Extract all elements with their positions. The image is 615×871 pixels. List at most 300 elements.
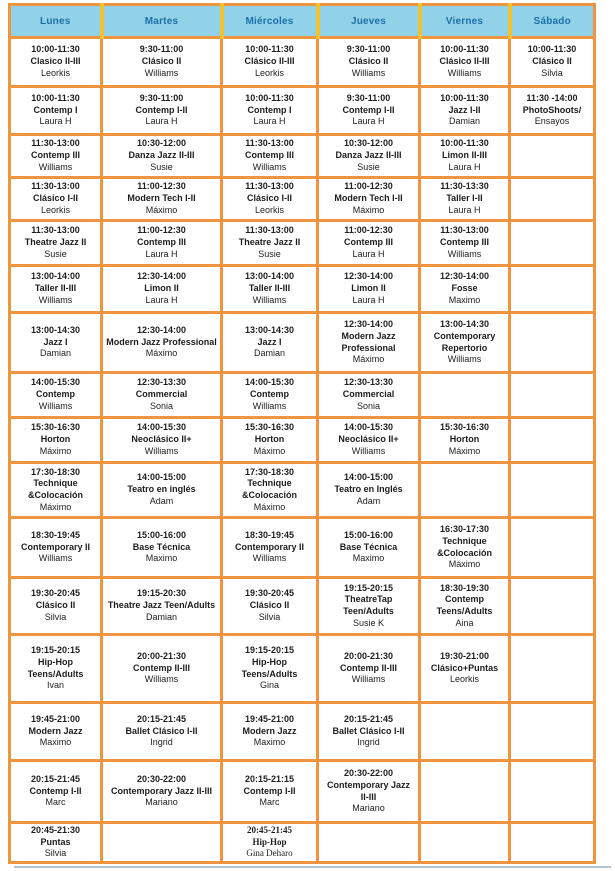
- schedule-cell: [10, 87, 102, 135]
- schedule-cell: [420, 761, 510, 823]
- schedule-cell: [420, 635, 510, 703]
- class-name: Clásico+Puntas: [430, 662, 499, 673]
- class-time: 15:00-16:00: [343, 529, 394, 540]
- class-name: Neoclásico II+: [338, 434, 399, 445]
- instructor-name: Laura H: [39, 116, 72, 127]
- schedule-cell: [222, 703, 318, 761]
- instructor-name: Williams: [252, 161, 287, 172]
- schedule-cell: [420, 373, 510, 418]
- class-name: Clásico II-III: [439, 56, 490, 67]
- schedule-cell: [510, 135, 595, 178]
- class-name: Technique &Colocación: [436, 535, 492, 558]
- schedule-cell: [420, 313, 510, 373]
- schedule-cell: [102, 823, 222, 863]
- schedule-table: [8, 3, 596, 864]
- instructor-name: Adam: [356, 495, 381, 506]
- class-time: 18:30-19:30: [439, 582, 490, 593]
- instructor-name: Damian: [253, 348, 285, 359]
- schedule-row: [10, 761, 595, 823]
- class-name: Clásico I-II: [32, 193, 78, 204]
- instructor-name: Williams: [351, 674, 386, 685]
- schedule-cell: [222, 463, 318, 518]
- instructor-name: Laura H: [352, 294, 385, 305]
- instructor-name: Máximo: [352, 204, 385, 215]
- class-name: Contemp: [36, 389, 75, 400]
- class-name: Limon II-III: [442, 150, 487, 161]
- schedule-cell: [102, 703, 222, 761]
- instructor-name: Leorkis: [449, 674, 479, 685]
- class-time: 11:30 -14:00: [526, 92, 578, 103]
- class-name: Puntas: [40, 836, 71, 847]
- class-name: Taller II-III: [34, 283, 77, 294]
- instructor-name: Leorkis: [40, 67, 70, 78]
- schedule-cell: [510, 313, 595, 373]
- instructor-name: Máximo: [39, 445, 72, 456]
- class-time: 11:30-13:30: [440, 181, 489, 192]
- schedule-row: [10, 178, 595, 221]
- schedule-cell: [222, 761, 318, 823]
- class-time: 15:00-16:00: [136, 529, 187, 540]
- instructor-name: Williams: [252, 400, 287, 411]
- schedule-cell: [102, 135, 222, 178]
- schedule-cell: [222, 418, 318, 463]
- class-time: 12:30-14:00: [136, 324, 187, 335]
- schedule-row: [10, 518, 595, 578]
- schedule-cell: [318, 518, 420, 578]
- class-name: Commercial: [342, 389, 395, 400]
- class-time: 12:30-14:00: [343, 271, 394, 282]
- schedule-cell: [318, 178, 420, 221]
- instructor-name: Silvia: [541, 67, 563, 78]
- instructor-name: Mariano: [145, 797, 178, 808]
- class-time: 11:30-13:00: [31, 181, 80, 192]
- instructor-name: Gina: [259, 680, 279, 691]
- schedule-cell: [222, 578, 318, 635]
- class-time: 19:15-20:30: [136, 588, 187, 599]
- class-time: 11:30-13:00: [31, 138, 80, 149]
- class-name: Contemp II-III: [133, 662, 190, 673]
- class-time: 12:30-13:30: [136, 377, 187, 388]
- class-time: 10:30-12:00: [343, 138, 394, 149]
- schedule-cell: [318, 823, 420, 863]
- schedule-cell: [420, 418, 510, 463]
- class-name: Hip-Hop Teens/Adults: [27, 656, 84, 679]
- schedule-cell: [222, 373, 318, 418]
- class-time: 10:00-11:30: [440, 138, 489, 149]
- class-name: Contemp III: [245, 150, 294, 161]
- schedule-cell: [510, 761, 595, 823]
- schedule-cell: [222, 221, 318, 266]
- class-time: 9:30-11:00: [346, 92, 391, 103]
- class-time: 18:30-19:45: [244, 529, 295, 540]
- instructor-name: Williams: [447, 354, 482, 365]
- day-header-miercoles: Miércoles: [222, 5, 318, 38]
- schedule-row: [10, 38, 595, 87]
- schedule-row: [10, 703, 595, 761]
- class-name: Clásico II: [348, 56, 389, 67]
- class-time: 12:30-13:30: [343, 377, 394, 388]
- schedule-cell: [102, 178, 222, 221]
- schedule-cell: [222, 178, 318, 221]
- schedule-cell: [222, 135, 318, 178]
- instructor-name: Máximo: [253, 445, 286, 456]
- class-time: 14:00-15:30: [136, 422, 187, 433]
- class-time: 13:00-14:30: [244, 324, 295, 335]
- schedule-row: [10, 418, 595, 463]
- schedule-cell: [10, 313, 102, 373]
- schedule-sheet: [8, 3, 596, 864]
- schedule-cell: [420, 578, 510, 635]
- class-time: 16:30-17:30: [439, 524, 490, 535]
- instructor-name: Leorkis: [254, 204, 284, 215]
- class-name: TheatreTap Teen/Adults: [343, 594, 394, 616]
- instructor-name: Máximo: [448, 445, 481, 456]
- schedule-row: [10, 373, 595, 418]
- class-name: Contemp: [250, 389, 289, 400]
- class-time: 20:15-21:15: [244, 773, 295, 784]
- class-time: 20:30-22:00: [343, 768, 394, 779]
- class-time: 13:00-14:30: [30, 324, 81, 335]
- class-name: Fosse: [451, 283, 478, 294]
- class-time: 11:00-12:30: [344, 181, 393, 192]
- class-time: 12:30-14:00: [343, 319, 394, 330]
- class-time: 10:00-11:30: [527, 44, 577, 55]
- schedule-cell: [102, 87, 222, 135]
- schedule-cell: [222, 313, 318, 373]
- class-time: 17:30-18:30: [30, 466, 81, 477]
- instructor-name: Damian: [448, 116, 480, 127]
- class-name: Teatro en Inglés: [334, 484, 403, 495]
- instructor-name: Silvia: [258, 611, 281, 622]
- instructor-name: Maximo: [253, 737, 286, 748]
- class-time: 19:30-21:00: [439, 650, 490, 661]
- schedule-cell: [510, 221, 595, 266]
- class-name: Clásico II: [249, 600, 290, 611]
- class-time: 18:30-19:45: [30, 529, 81, 540]
- instructor-name: Ingrid: [150, 737, 173, 748]
- schedule-cell: [510, 87, 595, 135]
- schedule-cell: [10, 463, 102, 518]
- schedule-cell: [102, 518, 222, 578]
- instructor-name: Leorkis: [40, 204, 70, 215]
- class-time: 14:00-15:00: [136, 472, 187, 483]
- class-time: 10:00-11:30: [440, 44, 489, 55]
- class-name: Modern Jazz Professional: [106, 336, 217, 347]
- class-time: 11:30-13:00: [245, 181, 294, 192]
- instructor-name: Williams: [144, 67, 179, 78]
- schedule-cell: [102, 373, 222, 418]
- instructor-name: Laura H: [448, 161, 481, 172]
- instructor-name: Williams: [144, 445, 179, 456]
- instructor-name: Williams: [447, 248, 482, 259]
- class-time: 19:30-20:45: [30, 588, 81, 599]
- class-name: Jazz I-II: [448, 104, 481, 115]
- class-time: 10:00-11:30: [245, 44, 294, 55]
- schedule-cell: [318, 635, 420, 703]
- instructor-name: Marc: [259, 797, 280, 808]
- schedule-cell: [102, 463, 222, 518]
- class-name: Danza Jazz II-III: [128, 150, 195, 161]
- instructor-name: Sonia: [356, 400, 381, 411]
- schedule-cell: [318, 761, 420, 823]
- class-time: 10:00-11:30: [31, 92, 80, 103]
- schedule-cell: [510, 38, 595, 87]
- class-name: Theatre Jazz Teen/Adults: [107, 600, 216, 611]
- class-name: Commercial: [135, 389, 188, 400]
- instructor-name: Máximo: [352, 354, 385, 365]
- class-name: Limon II: [144, 283, 179, 294]
- class-name: Contemp I: [247, 104, 292, 115]
- schedule-cell: [10, 178, 102, 221]
- schedule-cell: [510, 703, 595, 761]
- class-name: Clasico II-III: [30, 56, 81, 67]
- schedule-cell: [102, 313, 222, 373]
- instructor-name: Mariano: [352, 803, 385, 814]
- schedule-cell: [318, 418, 420, 463]
- class-name: Jazz I: [257, 336, 282, 347]
- schedule-cell: [10, 635, 102, 703]
- class-time: 11:30-13:00: [440, 225, 489, 236]
- class-time: 20:15-21:45: [30, 773, 81, 784]
- instructor-name: Williams: [38, 161, 73, 172]
- schedule-cell: [510, 463, 595, 518]
- class-time: 9:30-11:00: [346, 44, 391, 55]
- class-name: Technique &Colocación: [27, 478, 83, 500]
- schedule-cell: [420, 703, 510, 761]
- class-name: Taller I-II: [446, 193, 483, 204]
- schedule-body: [10, 38, 595, 863]
- class-name: Contemporary II: [234, 541, 304, 552]
- schedule-cell: [420, 38, 510, 87]
- class-time: 20:00-21:30: [343, 650, 394, 661]
- instructor-name: Laura H: [145, 248, 178, 259]
- class-time: 20:30-22:00: [136, 773, 187, 784]
- schedule-cell: [318, 87, 420, 135]
- class-name: Base Técnica: [339, 541, 398, 552]
- instructor-name: Máximo: [39, 501, 72, 512]
- class-time: 10:00-11:30: [31, 44, 80, 55]
- class-time: 19:15-20:15: [343, 582, 394, 593]
- schedule-cell: [10, 221, 102, 266]
- class-time: 11:30-13:00: [245, 225, 294, 236]
- instructor-name: Gina Deharo: [246, 848, 293, 859]
- class-time: 14:00-15:30: [244, 377, 295, 388]
- schedule-cell: [420, 87, 510, 135]
- class-time: 19:45-21:00: [30, 713, 81, 724]
- day-header-martes: Martes: [102, 5, 222, 38]
- instructor-name: Susie: [44, 248, 67, 259]
- schedule-cell: [510, 518, 595, 578]
- class-time: 13:00-14:30: [439, 319, 490, 330]
- schedule-cell: [318, 266, 420, 313]
- schedule-cell: [318, 703, 420, 761]
- schedule-cell: [102, 38, 222, 87]
- class-name: Ballet Clásico I-II: [332, 725, 405, 736]
- instructor-name: Leorkis: [254, 67, 284, 78]
- class-time: 20:00-21:30: [136, 650, 187, 661]
- class-time: 9:30-11:00: [139, 44, 184, 55]
- instructor-name: Williams: [252, 294, 287, 305]
- class-name: Contemp I: [33, 104, 78, 115]
- class-name: Theatre Jazz II: [24, 237, 87, 248]
- instructor-name: Williams: [351, 67, 386, 78]
- class-name: Contemp I-II: [29, 785, 82, 796]
- instructor-name: Aina: [455, 617, 474, 628]
- instructor-name: Williams: [38, 294, 73, 305]
- instructor-name: Máximo: [448, 559, 481, 570]
- class-time: 11:30-13:00: [31, 225, 80, 236]
- schedule-row: [10, 135, 595, 178]
- schedule-cell: [10, 38, 102, 87]
- class-name: Modern Jazz: [28, 725, 83, 736]
- schedule-row: [10, 463, 595, 518]
- class-time: 14:00-15:00: [343, 472, 394, 483]
- class-name: Taller II-III: [248, 283, 291, 294]
- class-name: Horton: [449, 434, 480, 445]
- class-name: Technique &Colocación: [241, 478, 297, 500]
- class-time: 10:30-12:00: [136, 138, 187, 149]
- class-name: Teatro en inglés: [127, 484, 196, 495]
- class-time: 17:30-18:30: [244, 466, 295, 477]
- instructor-name: Maximo: [448, 294, 481, 305]
- class-name: Jazz I: [43, 336, 68, 347]
- class-time: 20:45-21:30: [30, 825, 81, 835]
- class-name: Contemp Teens/Adults: [436, 594, 493, 616]
- schedule-cell: [222, 518, 318, 578]
- header-row: [10, 5, 595, 38]
- schedule-row: [10, 823, 595, 863]
- class-time: 19:15-20:15: [244, 645, 295, 656]
- instructor-name: Máximo: [253, 501, 286, 512]
- class-name: Horton: [254, 434, 285, 445]
- instructor-name: Damian: [145, 611, 177, 622]
- class-name: Modern Tech I-II: [334, 193, 403, 204]
- class-time: 11:00-12:30: [344, 225, 393, 236]
- class-time: 9:30-11:00: [139, 92, 184, 103]
- class-time: 19:45-21:00: [244, 713, 295, 724]
- schedule-cell: [102, 418, 222, 463]
- class-time: 11:00-12:30: [137, 181, 186, 192]
- day-header-viernes: Viernes: [420, 5, 510, 38]
- class-time: 11:30-13:00: [245, 138, 294, 149]
- schedule-cell: [510, 418, 595, 463]
- day-header-jueves: Jueves: [318, 5, 420, 38]
- schedule-cell: [222, 266, 318, 313]
- schedule-cell: [510, 635, 595, 703]
- instructor-name: Laura H: [448, 204, 481, 215]
- class-time: 19:15-20:15: [30, 645, 81, 656]
- schedule-row: [10, 313, 595, 373]
- class-name: Contemporary Repertorio: [433, 330, 496, 353]
- instructor-name: Laura H: [253, 116, 286, 127]
- schedule-cell: [102, 221, 222, 266]
- schedule-cell: [420, 823, 510, 863]
- class-time: 12:30-14:00: [136, 271, 187, 282]
- class-time: 19:30-20:45: [244, 588, 295, 599]
- instructor-name: Marc: [45, 797, 66, 808]
- schedule-cell: [420, 221, 510, 266]
- instructor-name: Laura H: [145, 294, 178, 305]
- schedule-cell: [222, 38, 318, 87]
- class-time: 15:30-16:30: [244, 422, 295, 433]
- instructor-name: Silvia: [44, 611, 67, 622]
- class-name: Contemporary Jazz II-III: [110, 785, 213, 796]
- schedule-cell: [420, 518, 510, 578]
- class-name: Contemporary II: [20, 541, 90, 552]
- schedule-cell: [420, 135, 510, 178]
- class-name: Limon II: [351, 283, 386, 294]
- instructor-name: Laura H: [352, 116, 385, 127]
- schedule-cell: [222, 87, 318, 135]
- schedule-cell: [10, 703, 102, 761]
- instructor-name: Williams: [144, 674, 179, 685]
- class-time: 20:15-21:45: [136, 713, 187, 724]
- class-time: 14:00-15:30: [343, 422, 394, 433]
- instructor-name: Maximo: [145, 553, 178, 564]
- instructor-name: Maximo: [39, 737, 72, 748]
- class-name: Modern Jazz Professional: [341, 330, 396, 353]
- schedule-cell: [10, 761, 102, 823]
- schedule-cell: [318, 135, 420, 178]
- class-name: Contemp III: [31, 150, 80, 161]
- class-time: 20:45-21:45: [247, 825, 292, 835]
- schedule-cell: [10, 373, 102, 418]
- schedule-cell: [102, 761, 222, 823]
- class-name: Clásico II: [141, 56, 182, 67]
- schedule-cell: [222, 823, 318, 863]
- instructor-name: Williams: [351, 445, 386, 456]
- class-time: 15:30-16:30: [439, 422, 490, 433]
- page-bottom-edge-line: [14, 866, 611, 868]
- schedule-cell: [102, 635, 222, 703]
- instructor-name: Sonia: [149, 400, 174, 411]
- instructor-name: Máximo: [145, 348, 178, 359]
- day-header-lunes: Lunes: [10, 5, 102, 38]
- instructor-name: Laura H: [145, 116, 178, 127]
- class-name: Horton: [40, 434, 71, 445]
- instructor-name: Damian: [39, 348, 71, 359]
- instructor-name: Susie K: [352, 617, 385, 628]
- class-time: 12:30-14:00: [439, 271, 490, 282]
- instructor-name: Susie: [357, 161, 380, 172]
- instructor-name: Susie: [258, 248, 281, 259]
- instructor-name: Maximo: [352, 553, 385, 564]
- schedule-cell: [420, 178, 510, 221]
- schedule-cell: [510, 266, 595, 313]
- schedule-cell: [510, 373, 595, 418]
- class-name: Contemp III: [137, 237, 186, 248]
- instructor-name: Ivan: [46, 680, 64, 691]
- schedule-cell: [10, 518, 102, 578]
- schedule-row: [10, 266, 595, 313]
- instructor-name: Laura H: [352, 248, 385, 259]
- schedule-cell: [510, 178, 595, 221]
- class-name: Ballet Clásico I-II: [125, 725, 198, 736]
- schedule-cell: [318, 463, 420, 518]
- instructor-name: Ensayos: [534, 116, 570, 127]
- class-name: Clásico II: [532, 56, 572, 67]
- class-name: Contemp III: [344, 237, 393, 248]
- instructor-name: Ingrid: [357, 737, 380, 748]
- schedule-cell: [318, 373, 420, 418]
- class-name: Contemp III: [440, 237, 489, 248]
- class-time: 13:00-14:00: [244, 271, 295, 282]
- class-name: Contemporary Jazz II-III: [326, 779, 411, 802]
- schedule-row: [10, 635, 595, 703]
- class-name: Contemp II-III: [340, 662, 397, 673]
- schedule-cell: [318, 313, 420, 373]
- schedule-cell: [10, 135, 102, 178]
